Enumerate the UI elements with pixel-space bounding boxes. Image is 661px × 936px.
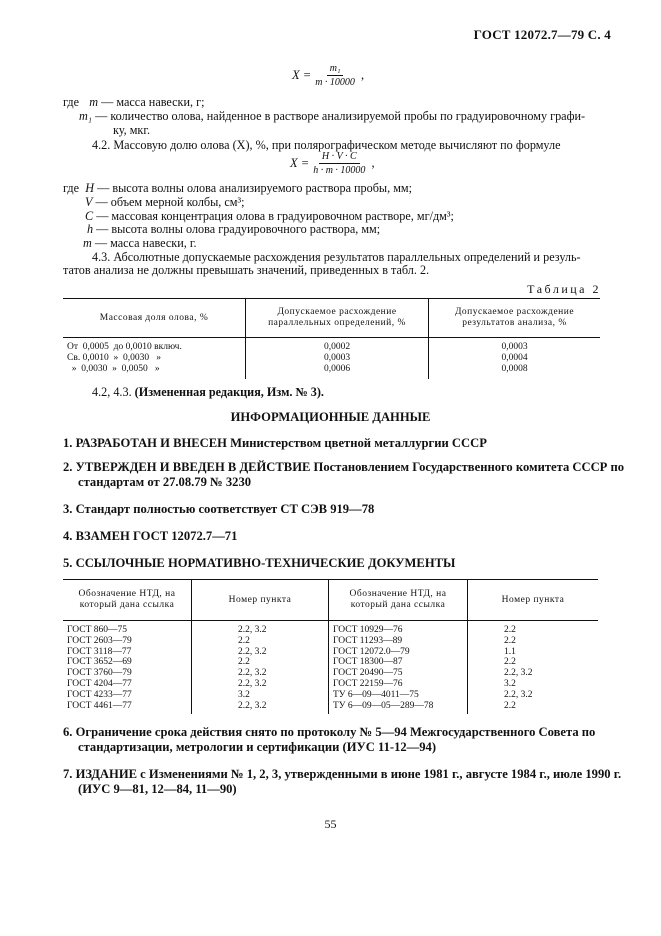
table-cell: ГОСТ 11293—89 bbox=[329, 636, 468, 647]
page-header: ГОСТ 12072.7—79 С. 4 bbox=[473, 27, 611, 42]
symbol: m bbox=[89, 95, 99, 109]
table-cell: Св. 0,0010 » 0,0030 » bbox=[67, 353, 161, 364]
fraction bbox=[315, 63, 355, 88]
table-cell: ГОСТ 20490—75 bbox=[329, 668, 468, 679]
table-cell: 2.2 bbox=[468, 636, 599, 647]
column-header: Обозначение НТД, на который дана ссылка bbox=[63, 580, 192, 621]
paragraph-4-3-cont: татов анализа не должны превышать значений, приведенных в табл. 2. bbox=[63, 263, 430, 277]
table-row bbox=[63, 657, 598, 668]
formula-comma: , bbox=[360, 68, 365, 82]
column-header: Обозначение НТД, на который дана ссылка bbox=[329, 580, 468, 621]
table-cell: 2.2, 3.2 bbox=[192, 668, 329, 679]
info-item-6: 6. Ограничение срока действия снято по протоколу № 5—94 Межгосударственного Совета по bbox=[63, 725, 596, 739]
table-cell: 0,0002 bbox=[246, 338, 429, 354]
table-cell: 3.2 bbox=[192, 690, 329, 701]
denominator: m · 10000 bbox=[315, 77, 355, 88]
where-row-cont: ку, мкг. bbox=[113, 123, 151, 137]
table-row bbox=[63, 353, 600, 364]
formula-lhs: X = bbox=[292, 68, 312, 82]
denominator: h · m · 10000 bbox=[313, 165, 366, 176]
table-cell: 0,0003 bbox=[246, 353, 429, 364]
amendment-ref: 4.2, 4.3. bbox=[92, 385, 132, 399]
where-intro bbox=[63, 181, 412, 195]
table-cell: 2.2 bbox=[468, 701, 599, 715]
symbol: H bbox=[85, 181, 95, 195]
where-intro bbox=[63, 95, 204, 109]
table-cell: 2.2, 3.2 bbox=[192, 647, 329, 658]
table-cell: ГОСТ 3652—69 bbox=[67, 657, 132, 668]
table-row bbox=[63, 636, 598, 647]
column-header: Допускаемое расхождение результатов анализа, % bbox=[429, 299, 601, 338]
where-row bbox=[85, 209, 454, 223]
definition: — объем мерной колбы, см³; bbox=[95, 195, 245, 209]
table-row bbox=[63, 364, 600, 378]
table-cell: ГОСТ 2603—79 bbox=[67, 635, 132, 646]
info-title: ИНФОРМАЦИОННЫЕ ДАННЫЕ bbox=[230, 410, 431, 424]
table-row bbox=[63, 679, 598, 690]
info-item-2-cont: стандартам от 27.08.79 № 3230 bbox=[78, 475, 252, 489]
amendment-note bbox=[92, 385, 324, 399]
table-cell: ГОСТ 4233—77 bbox=[67, 689, 132, 700]
column-header: Массовая доля олова, % bbox=[63, 299, 246, 338]
formula-lhs: X = bbox=[290, 156, 310, 170]
table-row bbox=[63, 338, 600, 354]
references-table bbox=[63, 579, 598, 714]
definition: — масса навески, г; bbox=[101, 95, 205, 109]
definition: — высота волны олова анализируемого раствора пробы, мм; bbox=[97, 181, 413, 195]
where-word: где bbox=[63, 95, 80, 109]
info-item-7-cont: (ИУС 9—81, 12—84, 11—90) bbox=[78, 782, 237, 796]
info-item-4: 4. ВЗАМЕН ГОСТ 12072.7—71 bbox=[63, 529, 238, 543]
numerator: m₁ bbox=[327, 63, 344, 76]
table-cell: ТУ 6—09—05—289—78 bbox=[329, 701, 468, 715]
table-cell: 2.2 bbox=[468, 657, 599, 668]
page-number: 55 bbox=[324, 817, 337, 831]
table-cell: От 0,0005 до 0,0010 включ. bbox=[67, 342, 182, 352]
table-row bbox=[63, 690, 598, 701]
formula-comma: , bbox=[371, 156, 375, 170]
table-cell: 1.1 bbox=[468, 647, 599, 658]
table-cell: 0,0006 bbox=[246, 364, 429, 378]
symbol: m₁ bbox=[79, 109, 93, 123]
symbol: C bbox=[85, 209, 94, 223]
table-row bbox=[63, 668, 598, 679]
table-cell: ГОСТ 4461—77 bbox=[67, 700, 132, 711]
table-cell: ГОСТ 12072.0—79 bbox=[329, 647, 468, 658]
where-row bbox=[87, 222, 380, 236]
definition: — количество олова, найденное в растворе анализируемой пробы по градуировочному графи- bbox=[95, 109, 586, 123]
info-item-5: 5. ССЫЛОЧНЫЕ НОРМАТИВНО-ТЕХНИЧЕСКИЕ ДОКУМЕНТЫ bbox=[63, 556, 456, 570]
table-cell: ГОСТ 18300—87 bbox=[329, 657, 468, 668]
references-body bbox=[63, 621, 598, 715]
column-header: Номер пункта bbox=[192, 580, 329, 621]
where-row bbox=[83, 236, 197, 250]
table-2 bbox=[63, 298, 600, 379]
fraction bbox=[313, 151, 365, 176]
info-item-7: 7. ИЗДАНИЕ с Изменениями № 1, 2, 3, утвержденными в июне 1981 г., августе 1984 г., июле 1990 г. bbox=[63, 767, 622, 781]
table-row bbox=[63, 701, 598, 715]
table-cell: ГОСТ 4204—77 bbox=[67, 678, 132, 689]
symbol: V bbox=[85, 195, 93, 209]
table-cell: 2.2 bbox=[468, 621, 599, 636]
table-cell: ГОСТ 22159—76 bbox=[329, 679, 468, 690]
info-item-2: 2. УТВЕРЖДЕН И ВВЕДЕН В ДЕЙСТВИЕ Постановлением Государственного комитета СССР по bbox=[63, 460, 625, 474]
table-cell: 3.2 bbox=[468, 679, 599, 690]
definition: — высота волны олова градуировочного раствора, мм; bbox=[96, 222, 381, 236]
table-cell: 0,0003 bbox=[429, 338, 601, 354]
column-header: Допускаемое расхождение параллельных определений, % bbox=[246, 299, 429, 338]
table-cell: 2.2 bbox=[192, 657, 329, 668]
table-cell: 2.2, 3.2 bbox=[468, 668, 599, 679]
where-word: где bbox=[63, 181, 80, 195]
table-cell: 2.2, 3.2 bbox=[192, 621, 329, 636]
paragraph-4-3: 4.3. Абсолютные допускаемые расхождения результатов параллельных определений и резуль- bbox=[92, 250, 581, 264]
table-cell: » 0,0030 » 0,0050 » bbox=[67, 364, 160, 375]
table-cell: ГОСТ 860—75 bbox=[67, 625, 127, 635]
table-cell: ГОСТ 10929—76 bbox=[329, 621, 468, 636]
table-cell: 0,0008 bbox=[429, 364, 601, 378]
formula-1 bbox=[292, 63, 364, 88]
numerator: H · V · C bbox=[319, 151, 360, 164]
definition: — массовая концентрация олова в градуировочном растворе, мг/дм³; bbox=[96, 209, 454, 223]
where-row bbox=[85, 195, 245, 209]
info-item-1: 1. РАЗРАБОТАН И ВНЕСЕН Министерством цветной металлургии СССР bbox=[63, 436, 487, 450]
table-cell: ГОСТ 3118—77 bbox=[67, 646, 132, 657]
table-cell: 2.2, 3.2 bbox=[468, 690, 599, 701]
table-cell: 2.2 bbox=[192, 636, 329, 647]
table-cell: ГОСТ 3760—79 bbox=[67, 668, 132, 679]
symbol: h bbox=[87, 222, 94, 236]
table-row bbox=[63, 621, 598, 636]
where-row bbox=[79, 109, 585, 123]
table-cell: 0,0004 bbox=[429, 353, 601, 364]
column-header: Номер пункта bbox=[468, 580, 599, 621]
symbol: m bbox=[83, 236, 92, 250]
table-row bbox=[63, 647, 598, 658]
info-item-3: 3. Стандарт полностью соответствует СТ СЭВ 919—78 bbox=[63, 502, 375, 516]
amendment-text: (Измененная редакция, Изм. № 3). bbox=[134, 385, 324, 399]
table-caption: Таблица 2 bbox=[527, 282, 601, 296]
formula-2 bbox=[290, 151, 375, 176]
definition: — масса навески, г. bbox=[94, 236, 197, 250]
table-cell: 2.2, 3.2 bbox=[192, 701, 329, 715]
table-cell: 2.2, 3.2 bbox=[192, 679, 329, 690]
paragraph-4-2: 4.2. Массовую долю олова (X), %, при полярографическом методе вычисляют по формуле bbox=[92, 138, 561, 152]
info-item-6-cont: стандартизации, метрологии и сертификации (ИУС 11-12—94) bbox=[78, 740, 437, 754]
table-cell: ТУ 6—09—4011—75 bbox=[329, 690, 468, 701]
